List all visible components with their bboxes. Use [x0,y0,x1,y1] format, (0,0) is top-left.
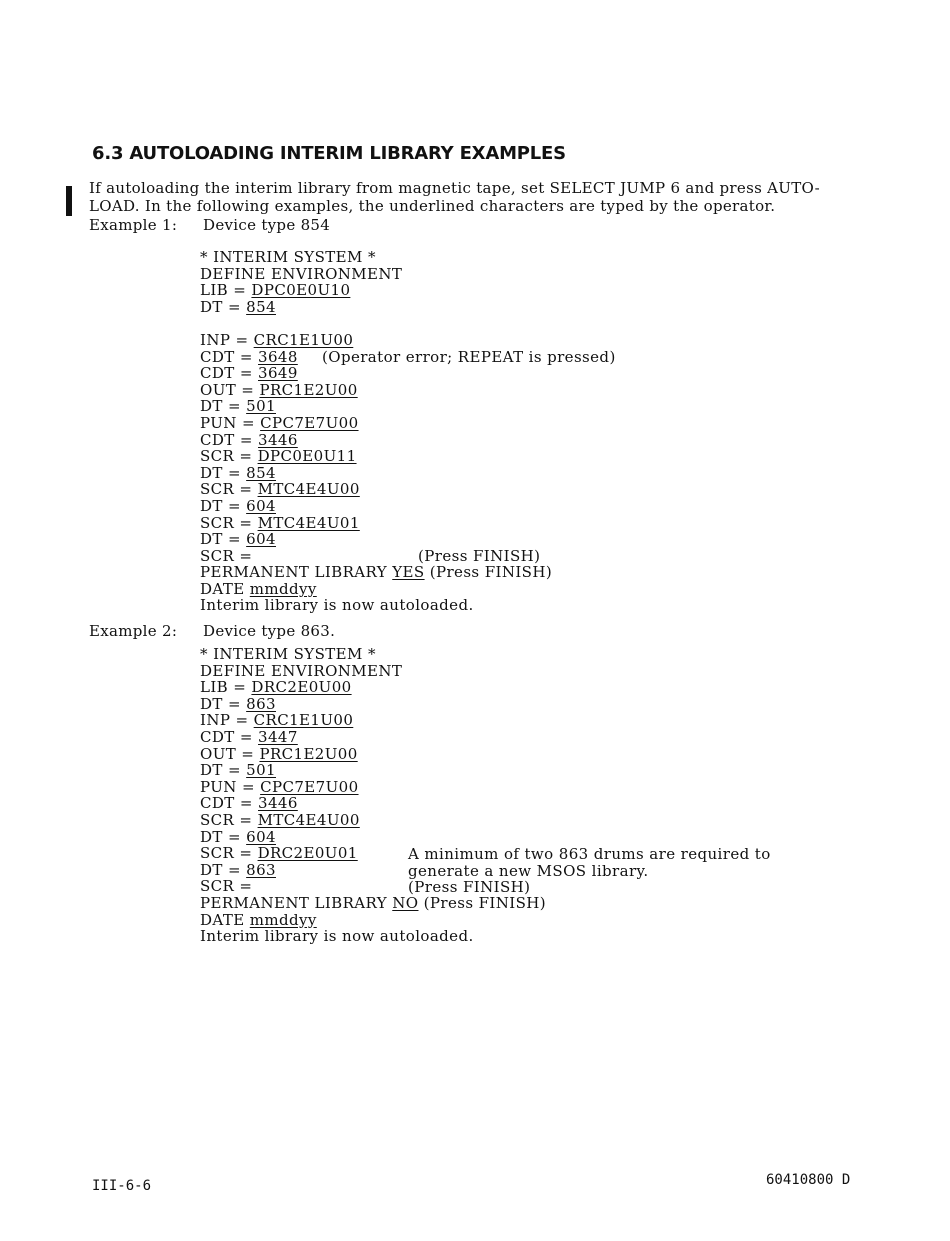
system-prompt: SCR = [200,480,258,499]
transcript-line [200,746,546,763]
system-text: DEFINE ENVIRONMENT [200,264,403,283]
operator-typed-text: PRC1E2U00 [259,744,358,763]
system-prompt: SCR = [200,546,253,565]
operator-typed-text: 3648 [258,347,298,366]
transcript-line [200,812,546,829]
system-prompt: DT = [200,297,247,316]
system-prompt: SCR = [200,513,258,532]
line-suffix: (Press FINISH) [424,563,553,582]
transcript-line [200,365,552,382]
system-prompt: CDT = [200,727,259,746]
transcript-line [200,266,552,283]
intro-line: LOAD. In the following examples, the underlined characters are typed by the operator. [89,196,776,215]
operator-typed-text: mmddyy [249,910,317,929]
example-2-device: Device type 863. [203,622,336,640]
transcript-line [200,398,552,415]
transcript-line [200,332,552,349]
transcript-line [200,448,552,465]
operator-typed-text: 604 [246,530,276,549]
system-prompt: PUN = [200,413,261,432]
intro-line: If autoloading the interim library from magnetic tape, set SELECT JUMP 6 and press AUTO- [89,179,821,197]
system-prompt: OUT = [200,380,260,399]
transcript-line [200,531,552,548]
system-prompt: DT = [200,496,247,515]
system-prompt: SCR = [200,877,253,896]
operator-typed-text: 604 [246,827,276,846]
transcript-line [200,679,546,696]
operator-typed-text: 501 [246,761,276,780]
operator-typed-text: 863 [246,694,276,713]
operator-typed-text: DPC0E0U11 [257,447,357,466]
transcript-line [200,548,552,565]
side-note-line: (Press FINISH) [408,878,531,897]
operator-typed-text: 854 [246,463,276,482]
system-prompt: CDT = [200,364,259,383]
example-1-label: Example 1: [89,216,178,234]
transcript-line [200,564,552,581]
line-suffix: (Press FINISH) [418,893,547,912]
transcript-line [200,315,552,332]
transcript-line [200,415,552,432]
system-prompt: INP = [200,330,254,349]
system-prompt: SCR = [200,447,258,466]
transcript-line [200,712,546,729]
system-prompt: CDT = [200,430,259,449]
transcript-line [200,498,552,515]
side-note-line: A minimum of two 863 drums are required to [408,845,771,863]
operator-typed-text: DRC2E0U00 [251,678,352,697]
operator-typed-text: 3649 [258,364,298,383]
transcript-line [200,481,552,498]
transcript-line [200,696,546,713]
transcript-line [200,282,552,299]
section-heading: 6.3 AUTOLOADING INTERIM LIBRARY EXAMPLES [92,143,566,164]
system-prompt: PERMANENT LIBRARY [200,893,393,912]
transcript-line [200,382,552,399]
operator-typed-text: DRC2E0U01 [257,844,358,863]
transcript-line [200,249,552,266]
system-prompt: CDT = [200,794,259,813]
system-prompt: SCR = [200,844,258,863]
operator-typed-text: 854 [246,297,276,316]
operator-typed-text: 604 [246,496,276,515]
operator-typed-text: YES [392,563,425,582]
system-prompt: LIB = [200,678,252,697]
transcript-line [200,646,546,663]
system-prompt: DT = [200,397,247,416]
system-prompt: PUN = [200,777,261,796]
intro-paragraph [89,180,889,215]
operator-typed-text: CRC1E1U00 [253,711,354,730]
system-text: * INTERIM SYSTEM * [200,248,376,266]
transcript-line [200,729,546,746]
example-2-label: Example 2: [89,622,178,640]
system-prompt: PERMANENT LIBRARY [200,563,393,582]
transcript-line [200,597,552,614]
operator-typed-text: 863 [246,860,276,879]
transcript-line [200,515,552,532]
system-text: Interim library is now autoloaded. [200,927,474,946]
transcript-line [200,663,546,680]
operator-typed-text: 3447 [258,727,298,746]
line-note: (Operator error; REPEAT is pressed) [322,347,616,366]
system-prompt: DT = [200,761,247,780]
side-note-line: generate a new MSOS library. [408,861,649,880]
system-prompt: CDT = [200,347,259,366]
system-prompt: INP = [200,711,254,730]
transcript-line [200,299,552,316]
transcript-line [200,829,546,846]
document-number: 60410800 D [766,1172,851,1188]
operator-typed-text: 3446 [258,430,298,449]
system-prompt: DT = [200,463,247,482]
transcript-line [200,795,546,812]
operator-typed-text: mmddyy [249,579,317,598]
transcript-line [200,762,546,779]
system-prompt: LIB = [200,281,252,300]
example-2-side-note [408,846,771,896]
system-text: * INTERIM SYSTEM * [200,645,376,663]
transcript-line [200,912,546,929]
change-bar [66,186,72,216]
transcript-line [200,928,546,945]
system-prompt: DT = [200,860,247,879]
operator-typed-text: CPC7E7U00 [260,777,359,796]
operator-typed-text: CPC7E7U00 [260,413,359,432]
example-1-device: Device type 854 [203,216,331,234]
system-prompt: DT = [200,530,247,549]
operator-typed-text: DPC0E0U10 [251,281,351,300]
system-prompt: DATE [200,910,250,929]
example-1-transcript [200,248,616,615]
transcript-line [200,465,552,482]
transcript-line [200,581,552,598]
transcript-line [200,347,616,366]
transcript-line [200,895,546,912]
operator-typed-text: MTC4E4U00 [257,810,360,829]
system-prompt: DT = [200,827,247,846]
operator-typed-text: PRC1E2U00 [259,380,358,399]
system-text: Interim library is now autoloaded. [200,596,474,615]
operator-typed-text: CRC1E1U00 [253,330,354,349]
system-text: DEFINE ENVIRONMENT [200,661,403,680]
transcript-line [200,779,546,796]
operator-typed-text: 3446 [258,794,298,813]
system-prompt: DATE [200,579,250,598]
page-number: III-6-6 [92,1178,152,1194]
operator-typed-text: NO [392,893,419,912]
system-prompt: SCR = [200,810,258,829]
system-prompt: DT = [200,694,247,713]
operator-typed-text: MTC4E4U00 [257,480,360,499]
transcript-line [200,432,552,449]
operator-typed-text: MTC4E4U01 [257,513,360,532]
line-note: (Press FINISH) [418,546,541,565]
system-prompt: OUT = [200,744,260,763]
example-2-transcript [200,646,546,945]
operator-typed-text: 501 [246,397,276,416]
